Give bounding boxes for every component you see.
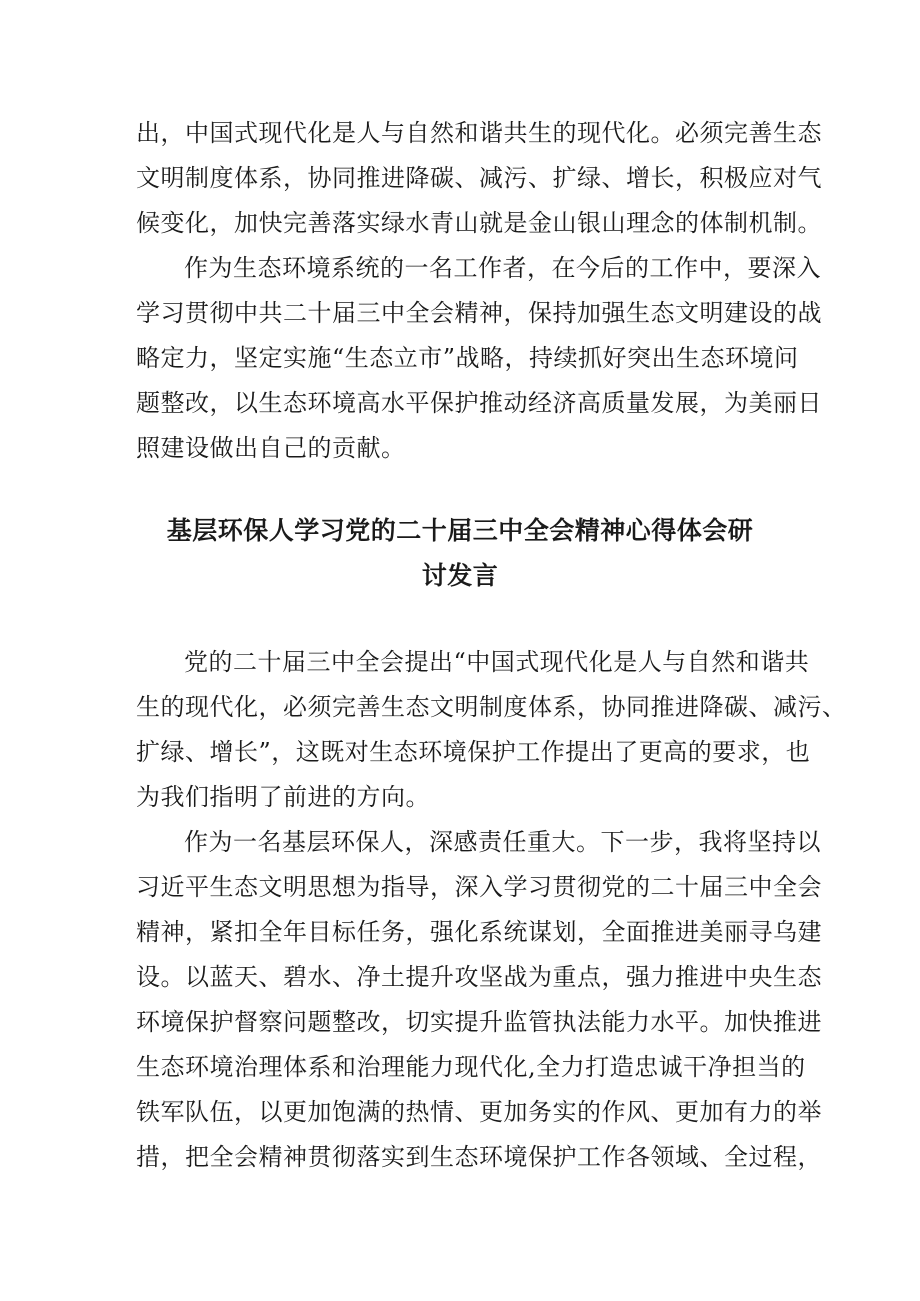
paragraph-line: 照建设做出自己的贡献。: [136, 434, 406, 462]
article-title: [0, 508, 920, 598]
paragraph-line: 作为生态环境系统的一名工作者，在今后的工作中，要深入: [184, 254, 821, 282]
paragraph-line: 略定力，坚定实施“生态立市”战略，持续抓好突出生态环境问: [136, 344, 799, 372]
section2-paragraph2: [136, 820, 822, 1180]
paragraph-line: 生的现代化，必须完善生态文明制度体系，协同推进降碳、减污、: [136, 693, 847, 721]
paragraph-line: 党的二十届三中全会提出“中国式现代化是人与自然和谐共: [184, 648, 810, 676]
paragraph-line: 精神，紧扣全年目标任务，强化系统谋划，全面推进美丽寻乌建: [136, 918, 822, 946]
paragraph-line: 环境保护督察问题整改，切实提升监管执法能力水平。加快推进: [136, 1008, 822, 1036]
paragraph-line: 措，把全会精神贯彻落实到生态环境保护工作各领域、全过程，: [136, 1143, 822, 1171]
section1-paragraph1: [136, 111, 822, 246]
paragraph-line: 设。以蓝天、碧水、净土提升攻坚战为重点，强力推进中央生态: [136, 963, 822, 991]
paragraph-line: 习近平生态文明思想为指导，深入学习贯彻党的二十届三中全会: [136, 873, 822, 901]
paragraph-line: 候变化，加快完善落实绿水青山就是金山银山理念的体制机制。: [136, 209, 822, 237]
title-line: 讨发言: [421, 561, 499, 590]
paragraph-line: 扩绿、增长”，这既对生态环境保护工作提出了更高的要求，也: [136, 738, 811, 766]
paragraph-line: 铁军队伍，以更加饱满的热情、更加务实的作风、更加有力的举: [136, 1098, 822, 1126]
paragraph-line: 文明制度体系，协同推进降碳、减污、扩绿、增长，积极应对气: [136, 164, 822, 192]
section1-paragraph2: [136, 246, 822, 471]
paragraph-line: 出，中国式现代化是人与自然和谐共生的现代化。必须完善生态: [136, 119, 822, 147]
section2-paragraph1: [136, 640, 847, 820]
paragraph-line: 为我们指明了前进的方向。: [136, 783, 430, 811]
paragraph-line: 生态环境治理体系和治理能力现代化,全力打造忠诚干净担当的: [136, 1053, 806, 1081]
paragraph-line: 题整改，以生态环境高水平保护推动经济高质量发展，为美丽日: [136, 389, 822, 417]
title-line: 基层环保人学习党的二十届三中全会精神心得体会研: [166, 516, 754, 545]
paragraph-line: 学习贯彻中共二十届三中全会精神，保持加强生态文明建设的战: [136, 299, 822, 327]
paragraph-line: 作为一名基层环保人，深感责任重大。下一步，我将坚持以: [184, 828, 821, 856]
